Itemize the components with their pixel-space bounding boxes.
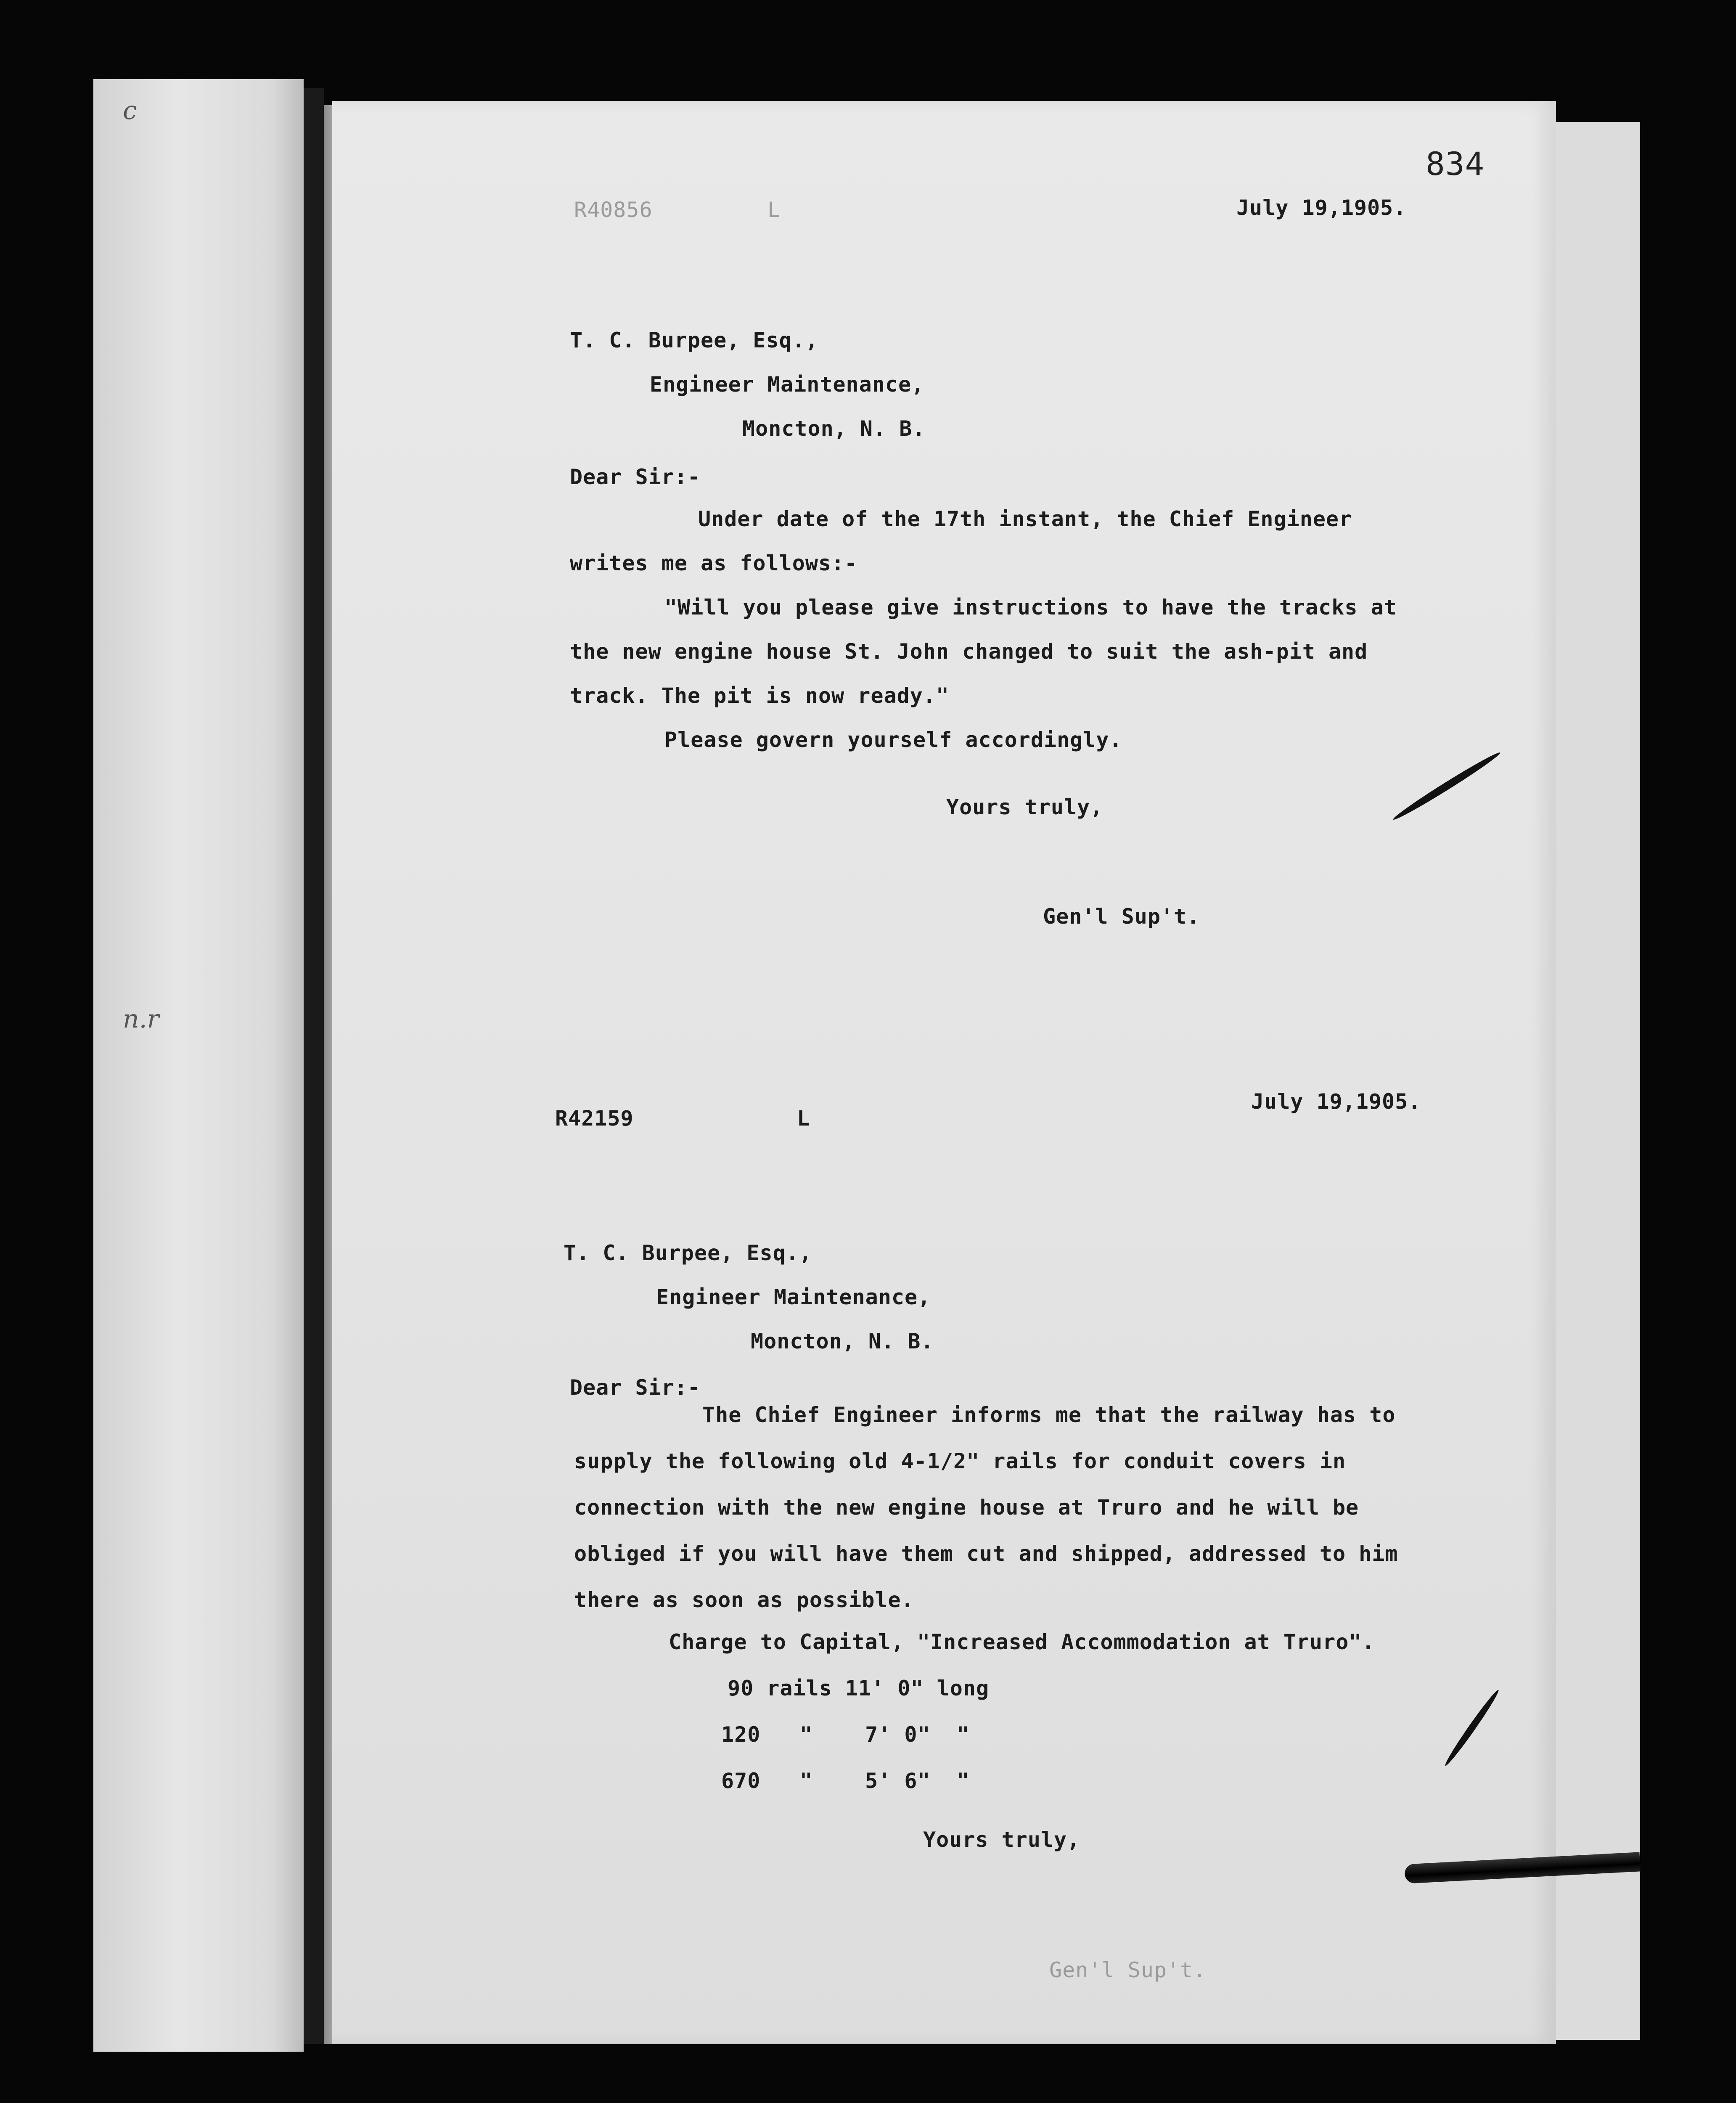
- letter-1-body-line: "Will you please give instructions to have the tracks at: [664, 595, 1397, 620]
- left-page-edge: [93, 79, 304, 2052]
- letter-1-body-line: Please govern yourself accordingly.: [664, 728, 1122, 752]
- letter-2-body-line: connection with the new engine house at Truro and he will be: [574, 1495, 1359, 1520]
- letter-2-addressee-place: Moncton, N. B.: [751, 1329, 934, 1353]
- letter-2-addressee: T. C. Burpee, Esq.,: [564, 1241, 812, 1265]
- letter-1-mark: L: [767, 198, 781, 222]
- rail-list-item: 120 " 7' 0" ": [721, 1722, 970, 1747]
- letter-1-body-line: Under date of the 17th instant, the Chief Engineer: [698, 507, 1352, 531]
- rail-list-item: 90 rails 11' 0" long: [728, 1676, 990, 1700]
- letter-2-body-line: The Chief Engineer informs me that the railway has to: [702, 1403, 1396, 1427]
- letter-1-signature: Gen'l Sup't.: [1043, 904, 1200, 929]
- letter-2-salutation: Dear Sir:-: [570, 1375, 701, 1400]
- letter-1-ref: R40856: [574, 198, 653, 222]
- page-number: 834: [1426, 145, 1485, 183]
- margin-note-middle: n.r: [123, 1004, 159, 1034]
- letter-2-mark: L: [797, 1106, 810, 1131]
- rail-list-item: 670 " 5' 6" ": [721, 1769, 970, 1793]
- letter-2-addressee-title: Engineer Maintenance,: [656, 1285, 931, 1309]
- letterbook-page: [332, 101, 1556, 2044]
- letter-2-body-line: obliged if you will have them cut and shipped, addressed to him: [574, 1541, 1398, 1566]
- letter-2-ref: R42159: [555, 1106, 634, 1131]
- letter-2-body-line: supply the following old 4-1/2" rails for conduit covers in: [574, 1449, 1346, 1473]
- letter-2-body-line: there as soon as possible.: [574, 1588, 914, 1612]
- letter-1-body-line: track. The pit is now ready.": [570, 683, 949, 708]
- letter-1-date: July 19,1905.: [1236, 196, 1407, 220]
- letter-2-closing: Yours truly,: [923, 1828, 1080, 1852]
- letter-1-addressee-title: Engineer Maintenance,: [650, 372, 925, 397]
- letter-2-body-line: Charge to Capital, "Increased Accommodation at Truro".: [669, 1630, 1375, 1654]
- letter-1-body-line: writes me as follows:-: [570, 551, 858, 575]
- letter-1-body-line: the new engine house St. John changed to suit the ash-pit and: [570, 639, 1368, 664]
- margin-note-top: c: [123, 96, 137, 125]
- letter-1-salutation: Dear Sir:-: [570, 465, 701, 489]
- letter-2-date: July 19,1905.: [1251, 1089, 1421, 1114]
- letter-1-addressee: T. C. Burpee, Esq.,: [570, 328, 818, 352]
- letter-1-addressee-place: Moncton, N. B.: [742, 416, 926, 441]
- letter-2-signature: Gen'l Sup't.: [1049, 1958, 1207, 1982]
- letter-1-closing: Yours truly,: [946, 795, 1104, 819]
- binding-gutter: [304, 88, 324, 2044]
